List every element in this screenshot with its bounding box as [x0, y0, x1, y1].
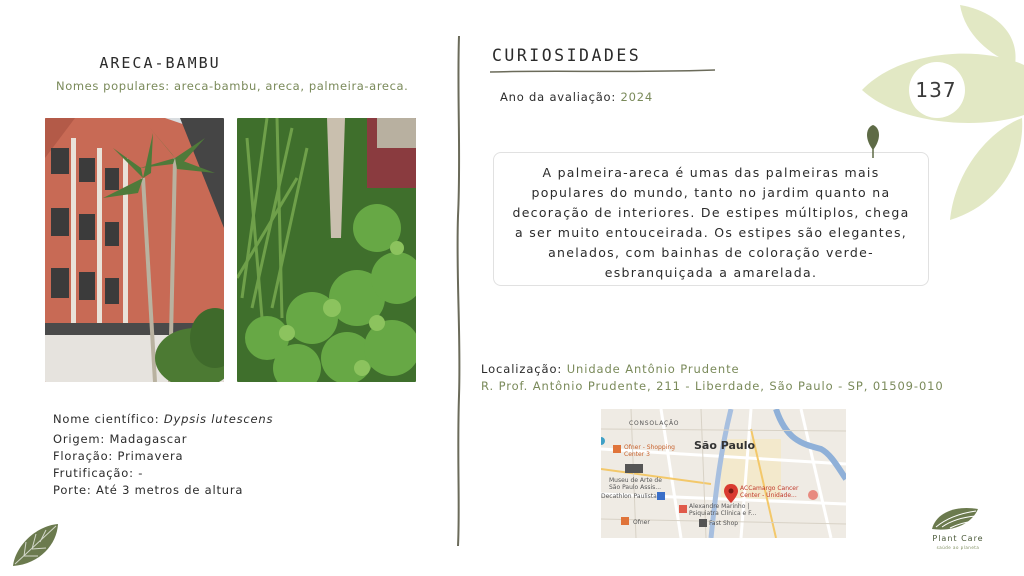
origin-row: Origem: Madagascar [53, 432, 188, 446]
size-row: Porte: Até 3 metros de altura [53, 483, 244, 497]
location-label: Localização: [481, 362, 563, 376]
flowering-row: Floração: Primavera [53, 449, 184, 463]
scientific-name-label: Nome científico: [53, 412, 160, 426]
location-map[interactable] [601, 409, 846, 538]
plant-number-badge: 137 [915, 78, 957, 102]
year-label: Ano da avaliação: [500, 90, 617, 104]
location-unit[interactable]: Unidade Antônio Prudente [566, 362, 740, 376]
photo-garden [237, 118, 416, 382]
plant-facts [53, 411, 273, 499]
plant-name: ARECA-BAMBU [99, 54, 221, 72]
map-poi-museum-2: São Paulo Assis... [609, 484, 662, 491]
fruiting-row: Frutificação: - [53, 466, 144, 480]
column-divider [452, 36, 466, 546]
scientific-name-value: Dypsis lutescens [163, 412, 274, 426]
map-poi-hospital-2: Center - Unidade... [740, 492, 797, 499]
leaf-decoration-top-right [860, 0, 1024, 225]
location-address[interactable]: R. Prof. Antônio Prudente, 211 - Liberdade, São Paulo - SP, 01509-010 [481, 379, 944, 393]
map-district: CONSOLAÇÃO [629, 420, 680, 427]
evaluation-year [500, 90, 653, 104]
location [481, 361, 944, 395]
year-value: 2024 [620, 90, 654, 104]
leaf-decoration-bottom-left [10, 522, 62, 568]
curiosities-underline [490, 67, 715, 75]
description-box: A palmeira-areca é umas das palmeiras mais populares do mundo, tanto no jardim quanto na decoração de interiores. De estipes múltiplos, chega a ser muito entouceirada. Os estipes são elegantes, anelados, com bainhas de coloração verde-esbranquiçada a amarelada. [493, 152, 929, 286]
map-poi-fast-shop: Fast Shop [709, 520, 739, 527]
map-poi-hospital-1: ACCamargo Cancer [740, 485, 799, 492]
map-poi-shopping-1: Ofner - Shopping [624, 444, 675, 451]
brand-logo-icon [930, 503, 982, 533]
brand-tagline: saúde ao planeta [936, 545, 980, 550]
map-poi-decathlon: Decathlon Paulista [601, 493, 657, 500]
map-poi-ofner: Ofner [633, 519, 650, 526]
brand-name: Plant Care [932, 534, 984, 543]
popular-names: Nomes populares: areca-bambu, areca, palmeira-areca. [56, 79, 409, 93]
map-poi-clinic-1: Alexandre Marinho | [689, 503, 750, 510]
map-poi-clinic-2: Psiquiatra Clínica e F... [689, 510, 757, 517]
photo-building [45, 118, 224, 382]
scientific-name-row [53, 411, 273, 428]
map-city: São Paulo [694, 439, 756, 452]
curiosities-title: CURIOSIDADES [492, 46, 642, 65]
map-poi-museum-1: Museu de Arte de [609, 477, 662, 484]
map-poi-shopping-2: Center 3 [624, 451, 650, 458]
